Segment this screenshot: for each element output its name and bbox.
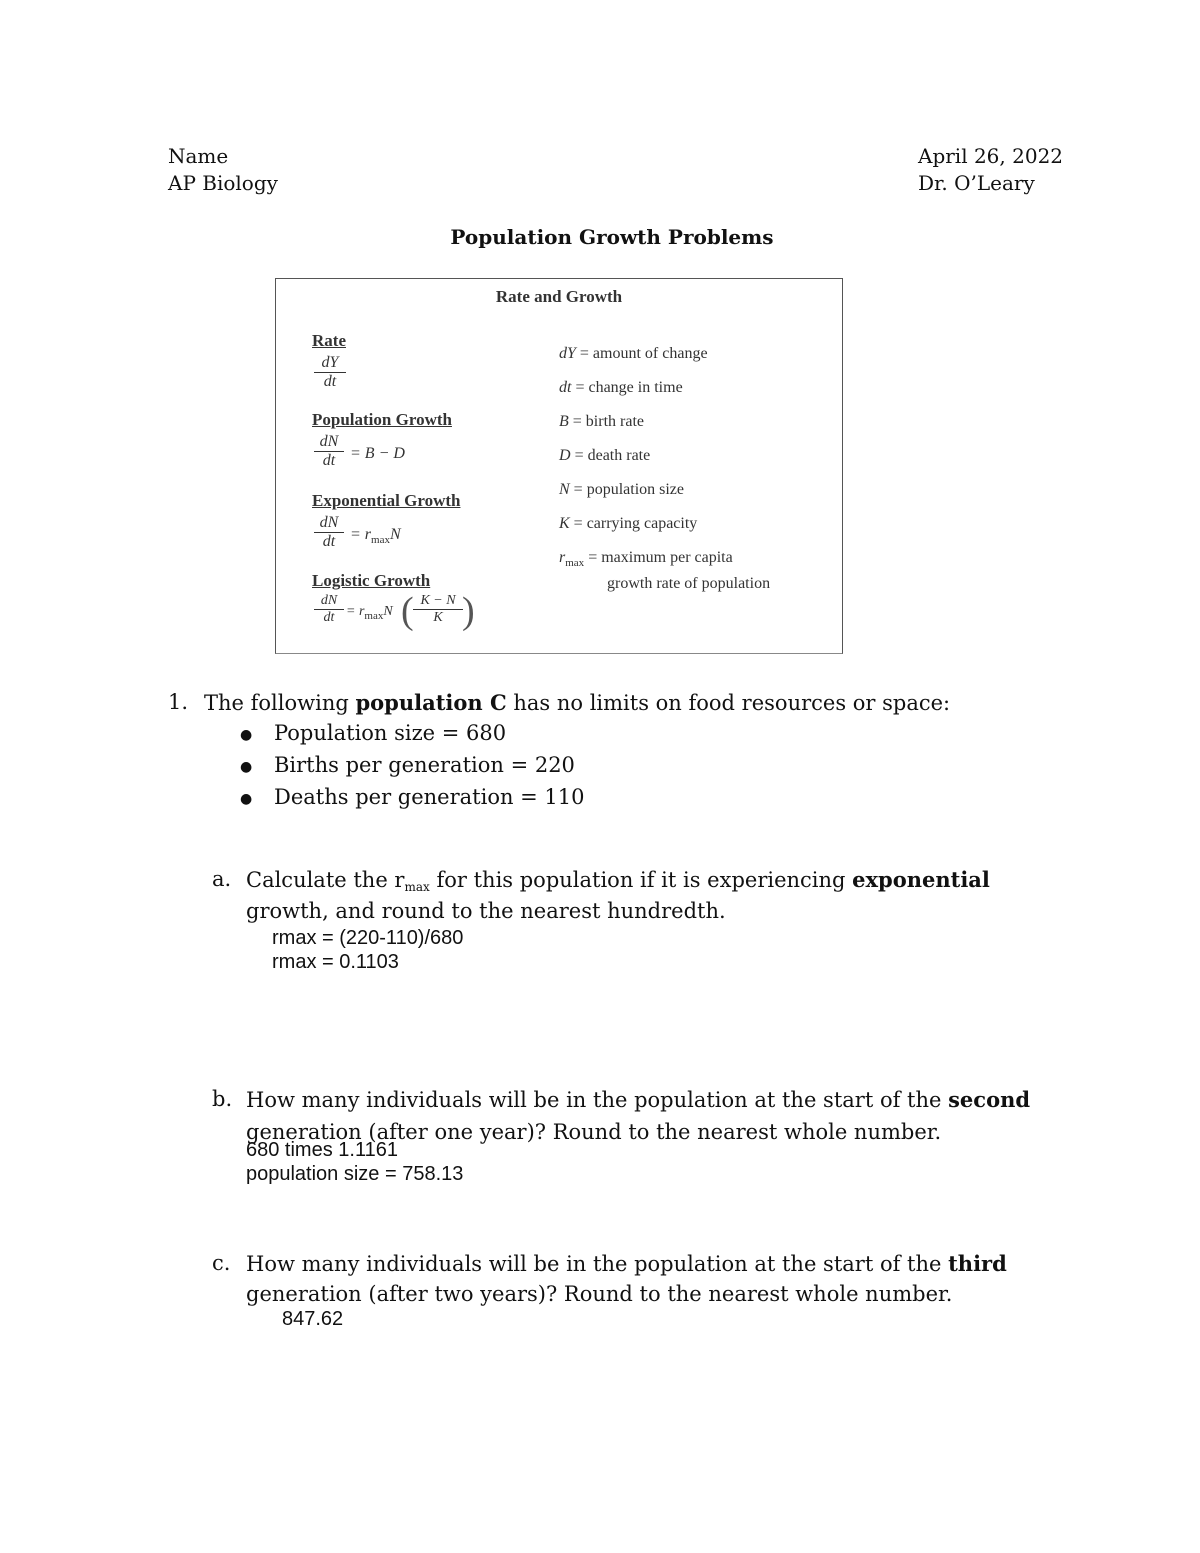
definition-rmax-cont: growth rate of population (607, 575, 771, 592)
course-label: AP Biology (168, 171, 278, 195)
question-c-line2: generation (after two years)? Round to the nearest whole number. (246, 1282, 953, 1306)
bullet-deaths: Deaths per generation = 110 (274, 785, 585, 809)
population-growth-rhs: = B − D (350, 445, 405, 462)
def-sym: dt (559, 379, 572, 396)
answer-a-line1: rmax = (220-110)/680 (272, 927, 464, 949)
def-text: = amount of change (575, 345, 708, 362)
exponential-growth-heading: Exponential Growth (312, 491, 461, 510)
exp-tail: N (389, 526, 401, 543)
formula-box-title: Rate and Growth (495, 287, 623, 306)
bullet-icon: ● (240, 759, 253, 775)
def-text: = change in time (571, 379, 683, 396)
intro-post: has no limits on food resources or space: (506, 691, 951, 715)
formula-box (275, 278, 843, 654)
question-a-label: a. (212, 867, 232, 891)
def-text: = carrying capacity (569, 515, 698, 532)
exp-denominator: dt (322, 533, 336, 550)
exp-numerator: dN (319, 514, 339, 531)
a-pre: Calculate the r (246, 868, 405, 892)
definition-dy (559, 345, 708, 363)
exponential-growth-fraction (314, 514, 344, 551)
bullet-icon: ● (240, 727, 253, 743)
question-1-number: 1. (168, 690, 189, 714)
def-text: = population size (569, 481, 685, 498)
exp-eq: = r (350, 526, 372, 543)
a-sub: max (404, 880, 430, 894)
log-numerator: dN (320, 593, 338, 608)
definition-n (559, 481, 684, 499)
log-inner-denominator: K (433, 610, 443, 625)
log-n: N (383, 604, 393, 619)
def-sub: max (565, 557, 585, 569)
log-inner-numerator: K − N (420, 593, 456, 608)
definition-b (559, 413, 644, 431)
rate-heading: Rate (312, 331, 346, 350)
a-mid: for this population if it is experiencing (429, 868, 853, 892)
bullet-births: Births per generation = 220 (274, 753, 575, 777)
logistic-growth-rhs (346, 604, 393, 620)
logistic-growth-fraction (314, 593, 344, 626)
intro-bold: population C (355, 690, 507, 715)
def-text: = birth rate (568, 413, 644, 430)
log-sub: max (364, 610, 384, 622)
bullet-population-size: Population size = 680 (274, 721, 507, 745)
rate-fraction (314, 354, 346, 391)
pop-denominator: dt (322, 452, 336, 469)
population-growth-heading: Population Growth (312, 410, 452, 429)
answer-b-line2: population size = 758.13 (246, 1163, 464, 1185)
logistic-growth-heading: Logistic Growth (312, 571, 431, 590)
definition-d (559, 447, 650, 465)
log-denominator: dt (323, 610, 335, 625)
c-pre: How many individuals will be in the population at the start of the (246, 1252, 949, 1276)
question-a-line2: growth, and round to the nearest hundredth. (246, 899, 726, 923)
definition-dt (559, 379, 683, 397)
b-bold: second (948, 1087, 1031, 1112)
population-growth-fraction (314, 433, 344, 470)
def-text: = death rate (570, 447, 651, 464)
pop-numerator: dN (319, 433, 339, 450)
log-eq: = r (346, 604, 365, 619)
left-paren: ( (401, 590, 414, 632)
bullet-icon: ● (240, 791, 253, 807)
question-a-text (246, 867, 990, 892)
exp-sub: max (371, 534, 390, 546)
intro-pre: The following (204, 691, 356, 715)
c-bold: third (948, 1251, 1007, 1276)
question-b-label: b. (212, 1087, 233, 1111)
def-sym: r (559, 549, 566, 566)
rate-denominator: dt (323, 373, 337, 390)
name-label: Name (168, 144, 229, 168)
teacher-label: Dr. O’Leary (918, 171, 1035, 195)
definition-k (559, 515, 697, 533)
def-sym: dY (559, 345, 576, 362)
answer-a-line2: rmax = 0.1103 (272, 951, 399, 973)
question-1-intro (204, 690, 950, 715)
question-c-text (246, 1251, 1007, 1276)
question-b-text (246, 1087, 1030, 1112)
answer-b-line1: 680 times 1.1161 (246, 1139, 398, 1161)
b-pre: How many individuals will be in the population at the start of the (246, 1088, 949, 1112)
date-label: April 26, 2022 (918, 144, 1064, 168)
def-sym: B (559, 413, 569, 430)
definition-rmax (559, 549, 733, 567)
exponential-growth-rhs (350, 526, 401, 544)
rate-numerator: dY (321, 354, 339, 371)
page-title: Population Growth Problems (450, 225, 774, 249)
a-bold: exponential (852, 867, 990, 892)
question-c-label: c. (212, 1251, 231, 1275)
answer-c-line1: 847.62 (282, 1308, 344, 1330)
def-sym: D (559, 447, 571, 464)
def-sym: K (559, 515, 570, 532)
def-sym: N (559, 481, 570, 498)
question-b-line2: generation (after one year)? Round to the nearest whole number. (246, 1120, 942, 1144)
right-paren: ) (462, 590, 475, 632)
def-text: = maximum per capita (584, 549, 733, 566)
logistic-inner-fraction (413, 593, 463, 626)
